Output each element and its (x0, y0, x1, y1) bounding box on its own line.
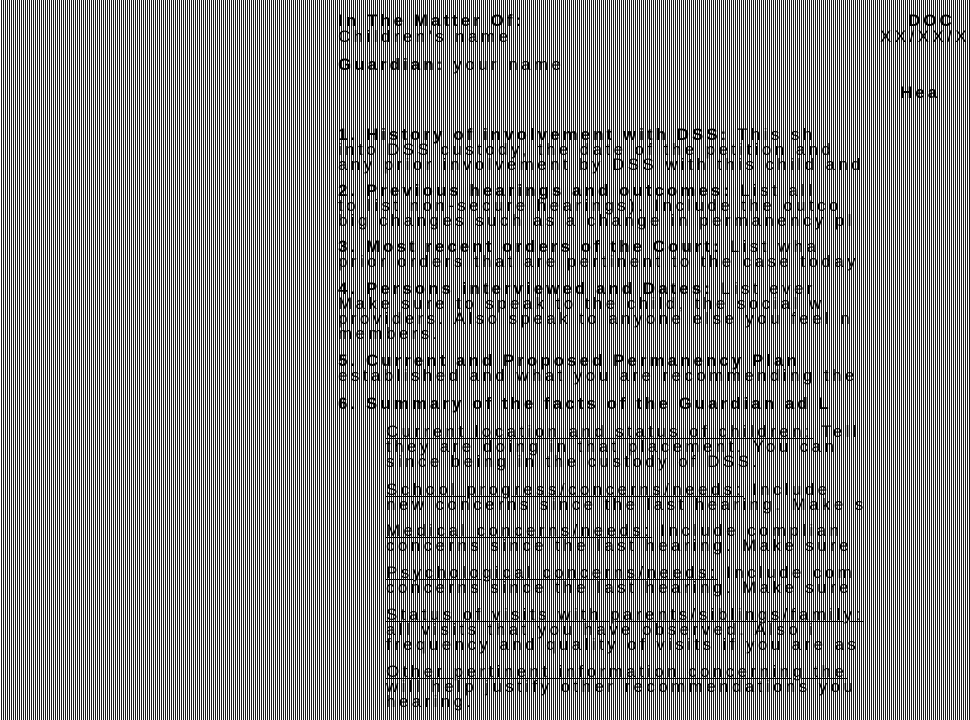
section-4-line-4: members. (338, 324, 441, 343)
sub-psych-line-2: concerns since the last hearing. Make sure (386, 578, 852, 597)
sub-other-title: Other pertinent information concerning the (386, 662, 848, 681)
in-matter-of-label: In The Matter Of: (338, 11, 525, 30)
sub-other-line-2: will help justify other recommendations you (386, 677, 857, 696)
sub-other-line-3: hearing. (386, 692, 475, 711)
section-3-heading: 3. Most recent orders of the Court: (338, 237, 722, 256)
sub-visits-title: Status of visits with parents/siblings/family: (386, 605, 864, 624)
guardian-line (338, 56, 564, 73)
section-4-line-2: Make sure to speak to the child, the social w (338, 294, 825, 313)
section-1-line-2: into DSS custody, the date of the petition and (338, 140, 835, 159)
sub-school-text: Include (751, 480, 831, 499)
sub-location-title: Current location and status of children: (386, 422, 814, 441)
sub-location-text: Tell (820, 422, 860, 441)
docket-value: XX/XX/X (880, 27, 970, 46)
section-4-text: List ever (721, 279, 816, 298)
section-5-heading: 5. Current and Proposed Permanency Plan (338, 351, 800, 370)
section-5-line-1: established and what you are recommending the (338, 366, 858, 385)
section-2-heading: 2. Previous hearings and outcomes: (338, 181, 732, 200)
section-1-text: This sh (737, 125, 816, 144)
sub-psych-text: Include com (726, 563, 856, 582)
docket-label: DOC (908, 11, 955, 30)
section-3-text: List wha (729, 237, 820, 256)
childrens-name-field: Children's name (338, 27, 512, 46)
section-1-line-3: any prior involvement by DSS with this child and (338, 155, 865, 174)
guardian-value: your name (453, 55, 565, 74)
sub-school-title: School progress/concerns/needs: (386, 480, 744, 499)
section-2-line-3: big changes such as a change in permanency pl (338, 211, 855, 230)
sub-visits-line-2: all visits that you have observed. Also i (386, 620, 817, 639)
section-1-heading: 1. History of involvement with DSS: (338, 125, 730, 144)
sub-medical-text: Include complian (660, 521, 843, 540)
section-2-line-2: to list non-secure hearings). Include the outco (338, 196, 842, 215)
sub-location-line-2: they are doing in that placement. You can (386, 437, 838, 456)
sub-location-line-3: since being in the custody of DSS. (386, 452, 761, 471)
sub-medical-title: Medical concerns/needs: (386, 521, 653, 540)
sub-medical-line-2: concerns since the last hearing. Make sure (386, 536, 852, 555)
hearing-title: Hea (900, 83, 941, 102)
section-3-line-2: prior orders that are pertinent to the case today (338, 252, 859, 271)
section-2-text: List all (740, 181, 816, 200)
sub-psych-title: Psychological concerns/needs: (386, 563, 719, 582)
sub-visits-line-3: frequency and quality of visits if you are as (386, 635, 860, 654)
guardian-label: Guardian: (338, 55, 446, 74)
section-4-line-3: providers. Also speak to anyone else you feel n (338, 309, 854, 328)
section-4-heading: 4. Persons interviewed and Dates: (338, 279, 713, 298)
section-6-heading: 6. Summary of the facts of the Guardian ad L (338, 394, 832, 413)
sub-school-line-2: new concerns since the last hearing. Make s (386, 495, 867, 514)
